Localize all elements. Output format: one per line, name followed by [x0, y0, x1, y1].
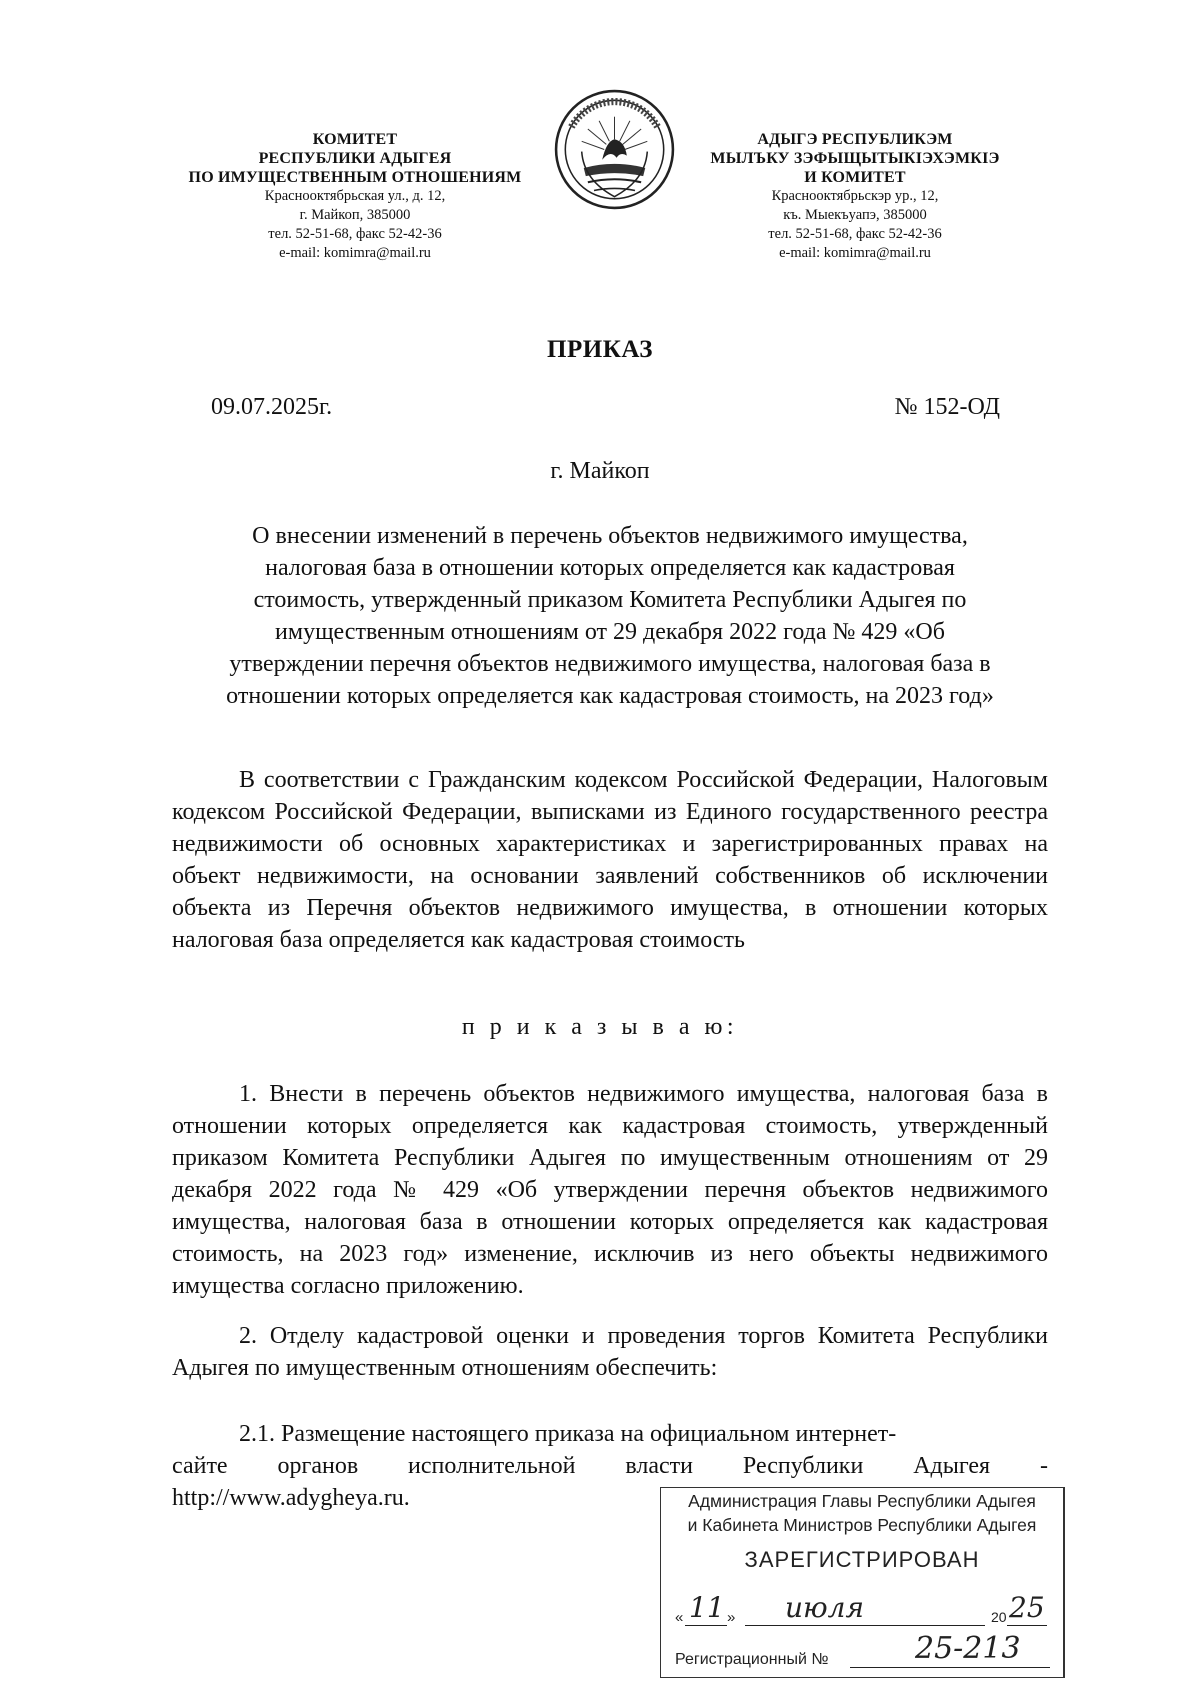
header-right-address-2: къ. Мыекъуапэ, 385000: [783, 207, 927, 223]
item-1-paragraph: [172, 1078, 1048, 1302]
subject-line: отношении которых определяется как кадастровая стоимость, на 2023 год»: [226, 683, 994, 709]
decree-word: п р и к а з ы в а ю:: [461, 1014, 739, 1040]
stamp-line-2: и Кабинета Министров Республики Адыгея: [687, 1515, 1037, 1535]
header-right-title-3: И КОМИТЕТ: [804, 169, 906, 186]
item-2-text: 2. Отделу кадастровой оценки и проведения торгов Комитета Республики Адыгея по имущественным отношениям обеспечить:: [172, 1323, 1048, 1381]
stamp-date-row: [675, 1591, 1055, 1631]
item-2-1-line-2: сайте органов исполнительной власти Республики Адыгея -: [172, 1453, 1048, 1479]
item-2-1-line-1: 2.1. Размещение настоящего приказа на официальном интернет-: [239, 1421, 897, 1447]
stamp-quote-open: «: [675, 1609, 684, 1626]
stamp-number-row: [675, 1633, 1055, 1673]
stamp-year-prefix: 20: [991, 1609, 1007, 1625]
document-subject: [170, 520, 1050, 712]
stamp-line-1: Администрация Главы Республики Адыгея: [688, 1491, 1036, 1511]
header-left-address-2: г. Майкоп, 385000: [299, 207, 411, 223]
registration-stamp: [660, 1487, 1065, 1678]
header-left: [150, 130, 560, 263]
header-right-email: e-mail: komimra@mail.ru: [779, 245, 931, 261]
subject-line: стоимость, утвержденный приказом Комитета Республики Адыгея по: [253, 587, 967, 613]
subject-line: утверждении перечня объектов недвижимого имущества, налоговая база в: [229, 651, 991, 677]
stamp-year-suffix: 25: [1009, 1591, 1045, 1624]
header-left-address-1: Краснооктябрьская ул., д. 12,: [264, 188, 446, 204]
stamp-month-underline: [745, 1625, 985, 1626]
item-1-text: 1. Внести в перечень объектов недвижимого имущества, налоговая база в отношении которых определяется как кадастровая стоимость, утвержденный приказом Комитета Республики Адыгея по имущественным отношениям от 29 декабря 2022 года № 429 «Об утверждении перечня объектов недвижимого имущества, налоговая база в отношении которых определяется как кадастровая стоимость, на 2023 год» изменение, исключив из него объекты недвижимого имущества согласно приложению.: [172, 1081, 1048, 1299]
coat-of-arms-icon: [553, 88, 676, 211]
header-right-title-1: АДЫГЭ РЕСПУБЛИКЭМ: [757, 131, 953, 148]
subject-line: О внесении изменений в перечень объектов недвижимого имущества,: [252, 523, 968, 549]
header-right-title-2: МЫЛЪКУ ЗЭФЫЩЫТЫКІЭХЭМКІЭ: [710, 150, 1000, 167]
document-type-title: ПРИКАЗ: [547, 336, 653, 363]
header-right: [690, 130, 1020, 263]
header-left-title-3: ПО ИМУЩЕСТВЕННЫМ ОТНОШЕНИЯМ: [188, 169, 522, 186]
header-right-phone: тел. 52-51-68, факс 52-42-36: [768, 226, 942, 242]
header-left-title-1: КОМИТЕТ: [312, 131, 398, 148]
preamble-paragraph: [172, 764, 1048, 956]
subject-line: имущественным отношениям от 29 декабря 2022 года № 429 «Об: [275, 619, 945, 645]
stamp-reg-label: Регистрационный №: [675, 1651, 829, 1668]
header-left-phone: тел. 52-51-68, факс 52-42-36: [268, 226, 442, 242]
preamble-text: В соответствии с Гражданским кодексом Российской Федерации, Налоговым кодексом Российской Федерации, выписками из Единого государственного реестра недвижимости об основных характеристиках и зарегистрированных правах на объект недвижимости, на основании заявлений собственников об исключении объекта из Перечня объектов недвижимого имущества, в отношении которых налоговая база определяется как кадастровая стоимость: [172, 767, 1048, 953]
document-date: 09.07.2025г.: [211, 394, 333, 420]
item-2-1-url: http://www.adygheya.ru.: [172, 1485, 410, 1511]
document-city: г. Майкоп: [550, 458, 650, 484]
document-number: № 152-ОД: [894, 394, 1000, 420]
item-2-paragraph: [172, 1320, 1048, 1384]
header-right-address-1: Краснооктябрьскэр ур., 12,: [771, 188, 939, 204]
stamp-year-underline: [1007, 1625, 1047, 1626]
stamp-day-underline: [685, 1625, 727, 1626]
subject-line: налоговая база в отношении которых определяется как кадастровая: [265, 555, 955, 581]
stamp-reg-number: 25-213: [915, 1631, 1021, 1666]
stamp-quote-close: »: [727, 1609, 736, 1626]
stamp-month: июля: [785, 1591, 865, 1624]
stamp-day: 11: [689, 1591, 725, 1624]
header-left-email: e-mail: komimra@mail.ru: [279, 245, 431, 261]
stamp-number-underline: [850, 1667, 1050, 1668]
stamp-top-border: [660, 1487, 1064, 1488]
stamp-status: ЗАРЕГИСТРИРОВАН: [744, 1547, 980, 1572]
header-left-title-2: РЕСПУБЛИКИ АДЫГЕЯ: [258, 150, 452, 167]
